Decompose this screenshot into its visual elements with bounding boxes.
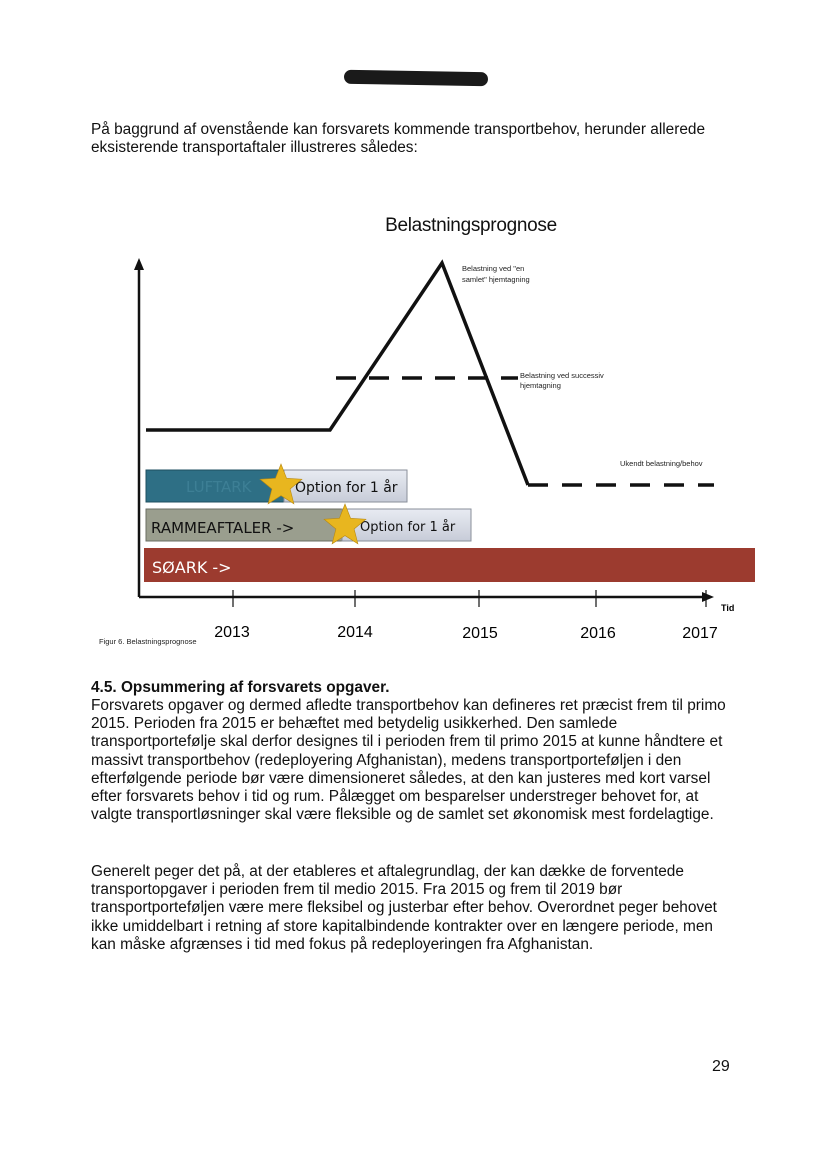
annotation-successive: Belastning ved successiv hjemtagning [520, 371, 604, 390]
x-tick-label: 2017 [682, 625, 718, 642]
x-tick-label: 2013 [214, 624, 250, 641]
annotation-unknown: Ukendt belastning/behov [620, 459, 703, 468]
chart-title: Belastningsprognose [385, 215, 557, 236]
luftark-option-label: Option for 1 år [295, 480, 398, 496]
body-paragraph-1: Forsvarets opgaver og dermed afledte transportbehov kan defineres ret præcist frem til primo 2015. Perioden fra 2015 er behæftet med betydelig usikkerhed. Den samlede transportportefølje skal derfor designes til i perioden frem til primo 2015 at kunne håndtere et massivt transportbehov (redeployering Afghanistan), medens transportporteføljen i den efterfølgende periode bør være dimensioneret således, at den kan justeres med kort varsel efter forsvarets behov i tid og rum. Pålægget om besparelser understreger behovet for, at valgte transportløsninger skal være fleksible og de samlet set økonomisk mest fordelagtige. [91, 697, 726, 824]
intro-paragraph: På baggrund af ovenstående kan forsvarets kommende transportbehov, herunder allerede eksisterende transportaftaler illustreres således: [91, 121, 706, 156]
body-paragraph-2: Generelt peger det på, at der etableres et aftalegrundlag, der kan dække de forventede transportopgaver i perioden frem til medio 2015. Fra 2015 og frem til 2019 bør transportporteføljen være mere fleksibel og justerbar efter behov. Overordnet peger behovet ikke umiddelbart i retning af store kapitalbindende kontrakter over en længere periode, men kan måske afgrænses i tid med fokus på redeployeringen fra Afghanistan. [91, 863, 717, 953]
page-number: 29 [712, 1058, 730, 1075]
x-axis-label: Tid [721, 603, 735, 613]
x-tick-label: 2015 [462, 625, 498, 642]
section-heading: 4.5. Opsummering af forsvarets opgaver. [91, 679, 390, 696]
x-tick-label: 2016 [580, 625, 616, 642]
soeark-bar [144, 548, 755, 582]
rammeaftaler-bar-label: RAMMEAFTALER -> [151, 519, 295, 537]
figure-caption: Figur 6. Belastningsprognose [99, 637, 197, 646]
y-axis-arrow [134, 258, 144, 270]
soeark-bar-label: SØARK -> [152, 558, 232, 577]
series-single-return-line [146, 263, 528, 485]
annotation-peak: Belastning ved "en samlet" hjemtagning [462, 264, 530, 284]
x-tick-label: 2014 [337, 624, 373, 641]
rammeaftaler-option-label: Option for 1 år [360, 520, 456, 535]
luftark-bar-label: LUFTARK [186, 478, 252, 496]
x-axis-arrow [702, 592, 714, 602]
